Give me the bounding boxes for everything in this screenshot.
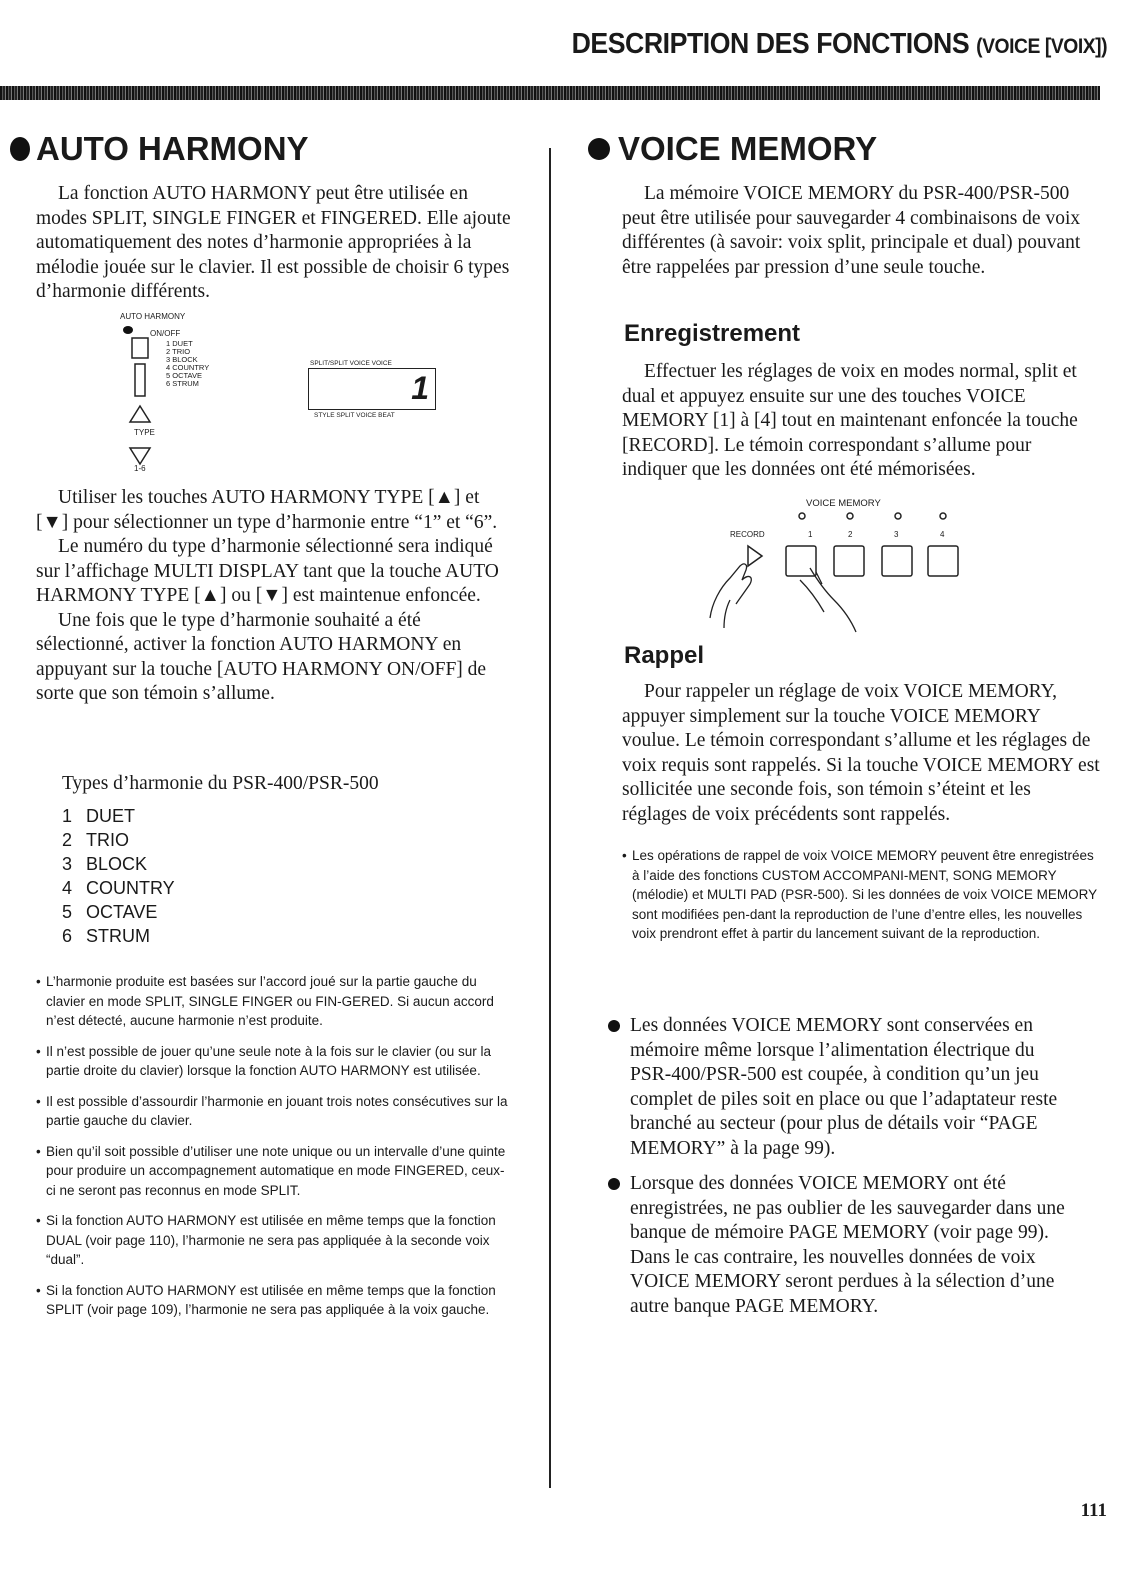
header-title-sub: (VOICE [VOIX]): [976, 35, 1107, 58]
enregistrement-text: Effectuer les réglages de voix en modes normal, split et dual et appuyez ensuite sur une des touches VOICE MEMORY [1] à [4] tout en maintenant enfoncée la touche [RECORD]. Le témoin correspondant s’allume pour indiquer que les données ont été mémorisées.: [622, 361, 1078, 480]
para-display: Le numéro du type d’harmonie sélectionné sera indiqué sur l’affichage MULTI DISPLAY tant que la touche AUTO HARMONY TYPE [▲] ou [▼] est maintenue enfoncée.: [36, 536, 499, 606]
bullet-item: Les données VOICE MEMORY sont conservées en mémoire même lorsque l’alimentation électrique du PSR-400/PSR-500 est coupée, à condition qu’un jeu complet de piles soit en place ou que l’adaptateur reste branché au secteur (pour plus de détails voir “PAGE MEMORY” à la page 99).: [608, 1014, 1078, 1161]
para-activate: Une fois que le type d’harmonie souhaité a été sélectionné, activer la fonction AUTO HARMONY en appuyant sur la touche [AUTO HARMONY ON/OFF] de sorte que son témoin s’allume.: [36, 609, 487, 704]
note-item: • Il n’est possible de jouer qu’une seule note à la fois sur le clavier (ou sur la partie droite du clavier) lorsque la fonction AUTO HARMONY est utilisée.: [36, 1042, 514, 1081]
enregistrement-heading: Enregistrement: [624, 320, 801, 347]
auto-harmony-diagram: [118, 312, 448, 472]
type-label: TYPE: [134, 428, 155, 437]
voice-memory-note: [622, 846, 1100, 955]
record-button: [748, 546, 762, 566]
page-number: 111: [1080, 1500, 1107, 1521]
button-number: 2: [848, 530, 853, 539]
type-down-icon: [130, 448, 150, 464]
note-item: • Les opérations de rappel de voix VOICE MEMORY peuvent être enregistrées à l’aide des fonctions CUSTOM ACCOMPANI-MENT, SONG MEMORY (mélodie) et MULTI PAD (PSR-500). Si les données de voix VOICE MEMORY sont modifiées pen-dant la reproduction de l’une d’entre elles, les nouvelles voix prendront effet à partir du lancement suivant de la reproduction.: [622, 846, 1100, 944]
note-item: • Si la fonction AUTO HARMONY est utilisée en même temps que la fonction DUAL (voir page 110), l’harmonie ne sera pas appliquée à la seconde voix “dual”.: [36, 1211, 514, 1270]
type-up-icon: [130, 406, 150, 422]
memory-button-3: [882, 546, 912, 576]
auto-harmony-intro: La fonction AUTO HARMONY peut être utilisée en modes SPLIT, SINGLE FINGER et FINGERED. Elle ajoute automatiquement des notes d’harmonie appropriées à la mélodie jouée sur le clavier. Il est possible de choisir 6 types d’harmonie différents.: [36, 183, 511, 302]
bullet-icon: [10, 137, 30, 161]
voice-memory-buttons-graphic: [690, 508, 990, 638]
note-item: • L’harmonie produite est basées sur l’accord joué sur la partie gauche du clavier en mode SPLIT, SINGLE FINGER ou FIN-GERED. Si aucun accord n’est détecté, aucune harmonie n’est produite.: [36, 972, 514, 1031]
onoff-label: ON/OFF: [150, 329, 181, 338]
multi-display: [308, 368, 436, 410]
para-select-type: Utiliser les touches AUTO HARMONY TYPE [▲] et [▼] pour sélectionner un type d’harmonie entre “1” et “6”.: [36, 487, 498, 533]
list-item: 5 OCTAVE: [62, 902, 158, 922]
header-rule: [0, 86, 1100, 100]
bullet-icon: [588, 138, 610, 160]
list-item: 3 BLOCK: [62, 854, 148, 874]
voice-memory-heading: VOICE MEMORY: [588, 130, 877, 168]
note-item: • Si la fonction AUTO HARMONY est utilisée en même temps que la fonction SPLIT (voir page 109), l’harmonie ne sera pas appliquée à la voix gauche.: [36, 1281, 514, 1320]
bullet-icon: [608, 1020, 620, 1032]
diagram-title: VOICE MEMORY: [806, 498, 881, 509]
list-item: 1 DUET: [62, 806, 135, 826]
led-1: [799, 513, 805, 519]
rappel-text: Pour rappeler un réglage de voix VOICE MEMORY, appuyer simplement sur la touche VOICE MEMORY voulue. Le témoin correspondant s’allume et les réglages de voix requis sont rappelés. Si la touche VOICE MEMORY est sollicitée une seconde fois, son témoin s’éteint et les réglages de voix précédents sont rappelés.: [622, 681, 1100, 825]
types-title: Types d’harmonie du PSR-400/PSR-500: [62, 773, 379, 794]
harmony-types-list: [62, 804, 175, 948]
button-number: 3: [894, 530, 899, 539]
note-item: • Il est possible d’assourdir l’harmonie en jouant trois notes consécutives sur la partie gauche du clavier.: [36, 1092, 514, 1131]
range-label: 1-6: [134, 464, 146, 473]
display-top-label: SPLIT/SPLIT VOICE VOICE: [310, 360, 392, 367]
hand-right-icon: [800, 568, 856, 632]
led-2: [847, 513, 853, 519]
led-4: [940, 513, 946, 519]
header-title-main: DESCRIPTION DES FONCTIONS: [571, 28, 970, 60]
display-bottom-label: STYLE SPLIT VOICE BEAT: [314, 412, 395, 419]
led-3: [895, 513, 901, 519]
bullet-item: Lorsque des données VOICE MEMORY ont été enregistrées, ne pas oublier de les sauvegarder dans une banque de mémoire PAGE MEMORY (voir page 99). Dans le cas contraire, les nouvelles données de voix VOICE MEMORY seront perdues à la sélection d’une autre banque PAGE MEMORY.: [608, 1172, 1078, 1319]
auto-harmony-notes: [36, 972, 514, 1331]
button-number: 1: [808, 530, 813, 539]
note-item: • Bien qu’il soit possible d’utiliser une note unique ou un intervalle d’une quinte pour produire un accompagnement automatique en mode FINGERED, ceux-ci ne seront pas reconnus en mode SPLIT.: [36, 1142, 514, 1201]
display-value: 1: [411, 370, 429, 406]
list-item: 4 COUNTRY: [62, 878, 175, 898]
button-number: 4: [940, 530, 945, 539]
memory-button-4: [928, 546, 958, 576]
voice-memory-bullets: [608, 1014, 1078, 1330]
page-header: [571, 28, 1107, 61]
auto-harmony-heading: AUTO HARMONY: [10, 130, 309, 168]
onoff-button: [132, 338, 148, 358]
type-list-small: 1 DUET 2 TRIO 3 BLOCK 4 COUNTRY 5 OCTAVE 6 STRUM: [166, 339, 210, 388]
type-slot: [135, 364, 145, 396]
auto-harmony-instructions: [36, 486, 514, 707]
panel-label: AUTO HARMONY: [120, 312, 186, 321]
column-divider: [549, 148, 551, 1488]
rappel-heading: Rappel: [624, 642, 705, 669]
memory-button-2: [834, 546, 864, 576]
bullet-icon: [608, 1178, 620, 1190]
onoff-indicator: [123, 326, 133, 334]
record-label: RECORD: [730, 530, 765, 539]
hand-left-icon: [710, 564, 751, 628]
voice-memory-intro: La mémoire VOICE MEMORY du PSR-400/PSR-500 peut être utilisée pour sauvegarder 4 combinaisons de voix différentes (à savoir: voix split, principale et dual) pouvant être rappelées par pression d’une seule touche.: [622, 183, 1081, 278]
voice-memory-diagram: [690, 498, 990, 638]
list-item: 2 TRIO: [62, 830, 129, 850]
list-item: 6 STRUM: [62, 926, 150, 946]
